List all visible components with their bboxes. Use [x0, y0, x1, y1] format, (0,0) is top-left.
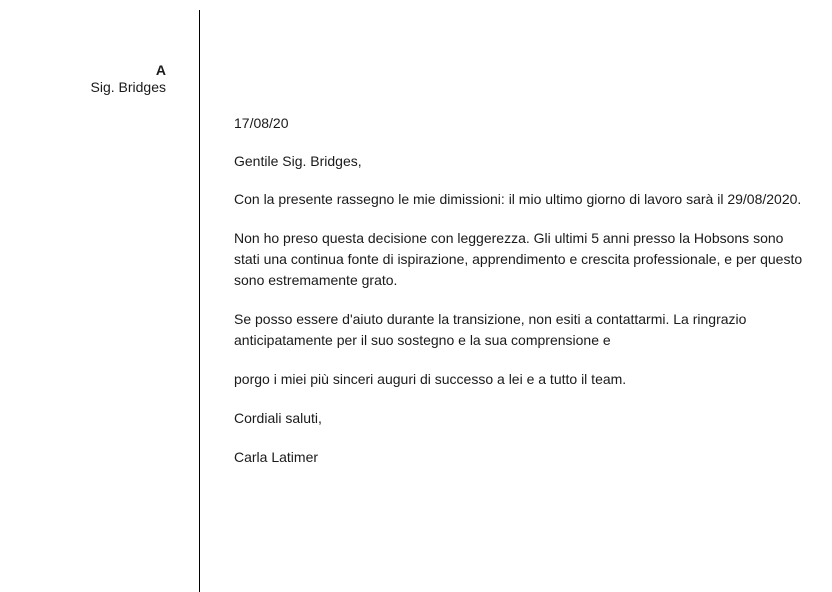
recipient-label: A — [155, 62, 166, 78]
vertical-divider — [199, 10, 200, 592]
letter-paragraph: porgo i miei più sinceri auguri di successo a lei e a tutto il team. — [234, 371, 627, 387]
letter-body — [234, 113, 804, 468]
letter-paragraph: Con la presente rassegno le mie dimissioni: il mio ultimo giorno di lavoro sarà il 29/08/2020. — [234, 191, 802, 207]
letter-date: 17/08/20 — [234, 115, 289, 131]
recipient-name: Sig. Bridges — [90, 79, 166, 95]
letter-paragraph: Se posso essere d'aiuto durante la transizione, non esiti a contattarmi. La ringrazio anticipatamente per il suo sostegno e la sua comprensione e — [234, 311, 747, 348]
letter-closing: Cordiali saluti, — [234, 410, 322, 426]
letter-paragraph: Non ho preso questa decisione con leggerezza. Gli ultimi 5 anni presso la Hobsons sono stati una continua fonte di ispirazione, apprendimento e crescita professionale, e per questo sono estremamente grato. — [234, 230, 803, 288]
letter-signature: Carla Latimer — [234, 449, 319, 465]
letter-salutation: Gentile Sig. Bridges, — [234, 153, 362, 169]
recipient-block — [91, 62, 166, 96]
